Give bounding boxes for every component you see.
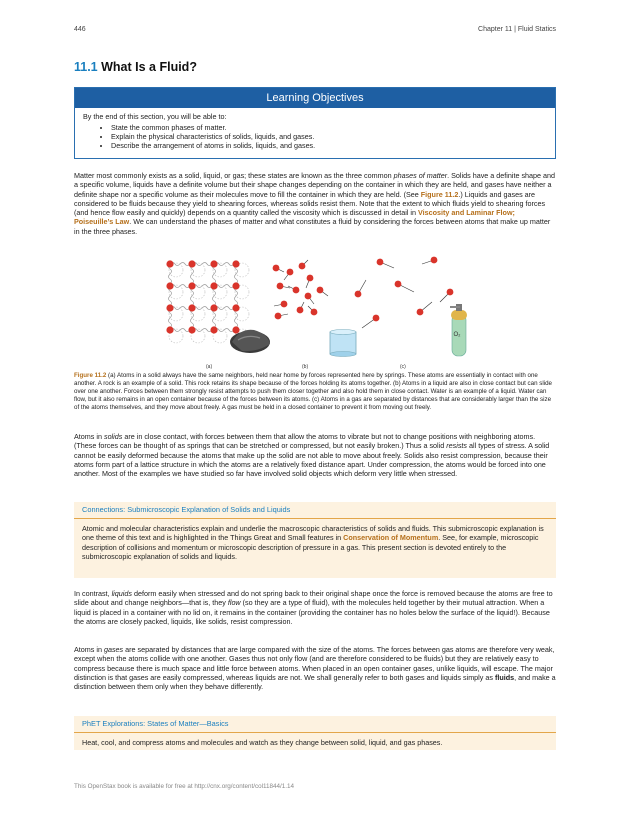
bold-term: fluids — [494, 672, 515, 682]
solid-atom — [188, 326, 195, 333]
text-run: are separated by distances that are large compared with the size of the atoms. The forces between gas atoms are therefore very weak, except when the atoms collide with one another. Gases thus not only flow (and are therefore considered to be fluids) but they are relatively easy to compress because there is much space and little force between atoms. When placed in an open container gases, unlike liquids, will escape. The major distinction is that gases are easily compressed, whereas liquids are not. We shall generally refer to both gases and liquids simply as — [74, 645, 555, 682]
gas-atom — [377, 259, 384, 266]
solid-atom — [188, 282, 195, 289]
connections-heading: Connections: Submicroscopic Explanation of Solids and Liquids — [74, 502, 556, 519]
liquid-atom — [275, 313, 282, 320]
liquid-atom — [307, 275, 314, 282]
text-run: deform easily when stressed and do not spring back to their original shape once the force is removed because the atoms are free to slide about and change neighbors—that is, they — [74, 589, 553, 608]
emphasis: gases — [103, 645, 124, 654]
gas-atom — [431, 257, 438, 264]
phases-figure — [150, 254, 480, 372]
solid-atom — [166, 260, 173, 267]
gas-atom — [395, 281, 402, 288]
learning-objectives-box — [74, 87, 556, 159]
solid-atom — [166, 326, 173, 333]
learning-objectives-list — [83, 123, 547, 150]
solid-atom — [210, 260, 217, 267]
solid-atom — [210, 326, 217, 333]
label-c: (c) — [400, 364, 406, 370]
gas-atom — [447, 289, 454, 296]
solid-atom — [232, 304, 239, 311]
text-run: Atomic and molecular characteristics explain and underlie the macroscopic characteristics of solids and fluids. This submicroscopic explanation is one theme of this text and is highlighted in the Things Great and Small features in — [82, 524, 544, 543]
tank-label: O₂ — [453, 332, 461, 338]
liquid-atom — [273, 265, 280, 272]
text-run: Atoms in — [74, 432, 104, 441]
footer: This OpenStax book is available for free at http://cnx.org/content/col11844/1.14 — [74, 783, 295, 790]
paragraph-gases — [74, 645, 556, 691]
objective-item: • State the common phases of matter. — [111, 123, 547, 132]
emphasis: flow — [227, 598, 241, 608]
gas-atoms — [355, 257, 454, 328]
objective-item: • Describe the arrangement of atoms in solids, liquids, and gases. — [111, 141, 547, 150]
text-run: In contrast, — [74, 589, 112, 598]
caption-figure-number: Figure 11.2 — [74, 372, 107, 379]
solid-atom — [210, 304, 217, 311]
beaker — [330, 330, 356, 357]
phet-body: Heat, cool, and compress atoms and molecules and watch as they change between solid, liquid, and gas phases. — [82, 738, 443, 747]
chapter-header: Chapter 11 | Fluid Statics — [478, 26, 556, 33]
liquid-atom — [281, 301, 288, 308]
emphasis: solids — [103, 432, 123, 441]
solid-atom — [210, 282, 217, 289]
gas-atom — [417, 309, 424, 316]
liquid-atoms — [273, 260, 328, 319]
text-run: , and make a distinction between them only when they behave differently. — [74, 672, 556, 692]
connections-body — [74, 519, 556, 566]
viscosity-link[interactable]: Viscosity and Laminar Flow; Poiseuille’s Law — [74, 208, 515, 227]
liquid-atom — [297, 307, 304, 314]
figure-caption — [74, 372, 556, 412]
emphasis: liquids — [111, 589, 132, 598]
text-run: are in close contact, with forces between them that allow the atoms to vibrate but not to change positions with neighboring atoms. (These forces can be thought of as springs that can be stretched or compressed, but not easily broken.) Thus a solid — [74, 432, 536, 451]
text-run: all types of stress. A solid cannot be easily deformed because the atoms that make up the solid are not able to move about freely. Solids also resist compression, because their atoms form part of a lattice structure in which the atoms are a relatively fixed distance apart. Under compression, the atoms would be forced into one another. Most of the examples we have studied so far have involved solid objects which deform very little when stressed. — [74, 441, 550, 479]
solid-atom — [166, 304, 173, 311]
text-run: (so they are a type of fluid), with the molecules held together by their mutual attraction. When a liquid is placed in a container with no lid on, it remains in the container (providing the container has no holes below the surface of the liquid!). Because the atoms are closely packed, liquids, like solids, resist compression. — [74, 598, 550, 626]
liquid-atom — [311, 309, 318, 316]
section-title-text: What Is a Fluid? — [101, 60, 197, 74]
connections-box — [74, 502, 556, 578]
objective-item: • Explain the physical characteristics of solids, liquids, and gases. — [111, 132, 547, 141]
section-number: 11.1 — [74, 60, 98, 74]
liquid-atom — [317, 287, 324, 294]
text-run: Matter most commonly exists as a solid, liquid, or gas; these states are known as the three common — [74, 171, 394, 180]
label-a: (a) — [206, 364, 213, 370]
solid-atom — [188, 304, 195, 311]
learning-objectives-heading: Learning Objectives — [75, 88, 555, 108]
label-b: (b) — [302, 364, 309, 370]
gas-atom — [355, 291, 362, 298]
solid-atom — [232, 260, 239, 267]
solid-lattice — [166, 260, 249, 343]
emphasis: phases of matter — [393, 171, 448, 180]
solid-atom — [188, 260, 195, 267]
solid-atom — [166, 282, 173, 289]
liquid-atom — [305, 293, 312, 300]
oxygen-tank — [450, 304, 467, 356]
caption-text: (a) Atoms in a solid always have the same neighbors, held near home by forces represented here by springs. These atoms are essentially in contact with one another. A rock is an example of a solid. This rock retains its shape because of the forces holding its atoms together. (b) Atoms in a liquid are also in close contact but can slide over one another. Forces between them strongly resist attempts to push them closer together and also hold them in close contact. Water is an example of a liquid. Water can flow, but it also remains in an open container because of the forces between its atoms. (c) Atoms in a gas are separated by distances that are considerably larger than the size of the atoms themselves, and they move about freely. A gas must be held in a closed container to prevent it from moving out freely. — [74, 372, 552, 411]
text-run: . We can understand the phases of matter and what constitutes a fluid by considering the forces between atoms that make up matter in the three phases. — [74, 217, 551, 236]
paragraph-solids — [74, 432, 556, 478]
liquid-atom — [293, 287, 300, 294]
text-run: . See, for example, microscopic description of collisions and momentum or microscopic description of pressure in a gas. This present section is devoted entirely to the submicroscopic explanation of solids and liquids. — [82, 533, 539, 561]
solid-atom — [232, 282, 239, 289]
section-title — [74, 60, 197, 74]
text-run: Atoms in — [74, 645, 104, 654]
solid-atom — [232, 326, 239, 333]
emphasis: resists — [446, 441, 468, 451]
phet-box — [74, 716, 556, 750]
paragraph-phases — [74, 171, 556, 236]
phet-heading[interactable]: PhET Explorations: States of Matter—Basics — [74, 716, 556, 733]
text-run: . Solids have a definite shape and a specific volume, liquids have a definite volume but their shape changes depending on the container in which they are held, and gases have neither a definite shape nor a specific volume as their molecules move to fill the container in which they are held. (See — [74, 171, 556, 199]
figure-link[interactable]: Figure 11.2 — [420, 189, 459, 199]
liquid-atom — [299, 263, 306, 270]
page-number: 446 — [74, 26, 86, 33]
paragraph-liquids — [74, 589, 556, 626]
gas-atom — [373, 315, 380, 322]
learning-objectives-intro: By the end of this section, you will be able to: — [83, 112, 227, 121]
text-run: .) Liquids and gases are considered to be fluids because they yield to shearing forces, whereas solids resist them. Note that the extent to which fluids yield to shearing forces (and hence flow easily and quickly) depends on a quantity called the viscosity which is discussed in detail in — [74, 189, 546, 218]
momentum-link[interactable]: Conservation of Momentum — [343, 533, 439, 543]
liquid-atom — [277, 283, 284, 290]
liquid-atom — [287, 269, 294, 276]
